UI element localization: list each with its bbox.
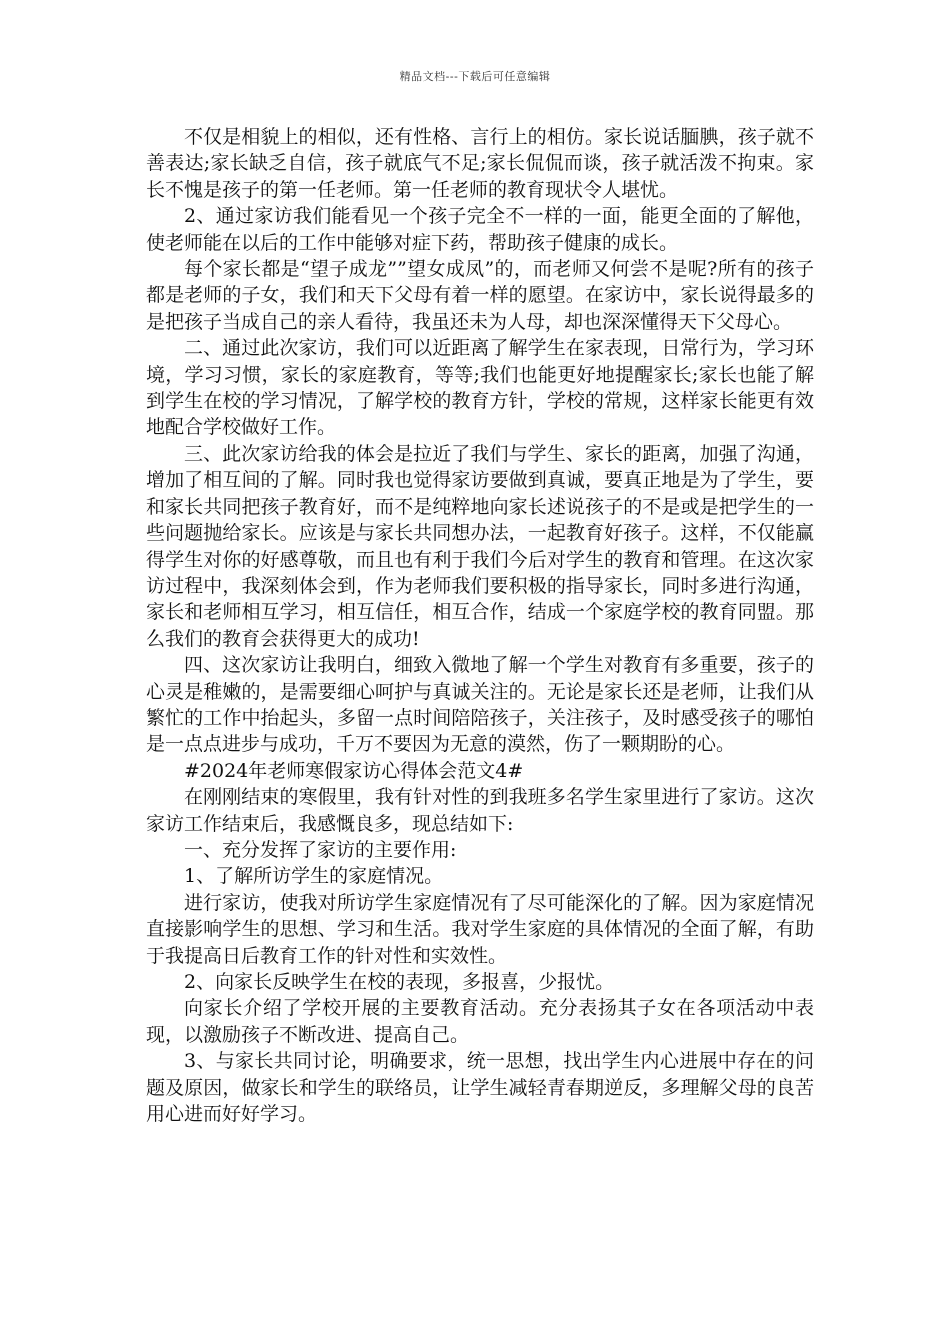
document-body xyxy=(146,124,814,1127)
paragraph: 在刚刚结束的寒假里，我有针对性的到我班多名学生家里进行了家访。这次家访工作结束后，我感慨良多，现总结如下: xyxy=(146,786,814,835)
paragraph: 2、向家长反映学生在校的表现，多报喜，少报忧。 xyxy=(184,971,615,993)
paragraph: 1、了解所访学生的家庭情况。 xyxy=(184,865,444,888)
paragraph: 3、与家长共同讨论，明确要求，统一思想，找出学生内心进展中存在的问题及原因，做家长和学生的联络员，让学生减轻青春期逆反，多理解父母的良苦用心进而好好学习。 xyxy=(146,1050,814,1126)
paragraph: 进行家访，使我对所访学生家庭情况有了尽可能深化的了解。因为家庭情况直接影响学生的思想、学习和生活。我对学生家庭的具体情况的全面了解，有助于我提高日后教育工作的针对性和实效性。 xyxy=(146,891,814,967)
paragraph: 不仅是相貌上的相似，还有性格、言行上的相仿。家长说话腼腆，孩子就不善表达;家长缺乏自信，孩子就底气不足;家长侃侃而谈，孩子就活泼不拘束。家长不愧是孩子的第一任老师。第一任老师的教育现状令人堪忧。 xyxy=(146,126,814,201)
paragraph: 三、此次家访给我的体会是拉近了我们与学生、家长的距离，加强了沟通，增加了相互间的了解。同时我也觉得家访要做到真诚，要真正地是为了学生，要和家长共同把孩子教育好，而不是纯粹地向家长述说孩子的不是或是把学生的一些问题抛给家长。应该是与家长共同想办法，一起教育好孩子。这样，不仅能赢得学生对你的好感尊敬，而且也有利于我们今后对学生的教育和管理。在这次家访过程中，我深刻体会到，作为老师我们要积极的指导家长，同时多进行沟通，家长和老师相互学习，相互信任，相互合作，结成一个家庭学校的教育同盟。那么我们的教育会获得更大的成功! xyxy=(146,442,814,650)
paragraph: 2、通过家访我们能看见一个孩子完全不一样的一面，能更全面的了解他，使老师能在以后的工作中能够对症下药，帮助孩子健康的成长。 xyxy=(146,205,814,254)
paragraph: 二、通过此次家访，我们可以近距离了解学生在家表现，日常行为，学习环境，学习习惯，家长的家庭教育，等等;我们也能更好地提醒家长;家长也能了解到学生在校的学习情况，了解学校的教育方针，学校的常规，这样家长能更有效地配合学校做好工作。 xyxy=(146,337,814,439)
paragraph: 每个家长都是“望子成龙””望女成凤”的，而老师又何尝不是呢?所有的孩子都是老师的子女，我们和天下父母有着一样的愿望。在家访中，家长说得最多的是把孩子当成自己的亲人看待，我虽还未为人母，却也深深懂得天下父母心。 xyxy=(146,258,814,333)
paragraph: 四、这次家访让我明白，细致入微地了解一个学生对教育有多重要，孩子的心灵是稚嫩的，是需要细心呵护与真诚关注的。无论是家长还是老师，让我们从繁忙的工作中抬起头，多留一点时间陪陪孩子，关注孩子，及时感受孩子的哪怕是一点点进步与成功，千万不要因为无意的漠然，伤了一颗期盼的心。 xyxy=(146,654,814,756)
section-heading: #2024年老师寒假家访心得体会范文4# xyxy=(184,759,524,782)
paragraph: 一、充分发挥了家访的主要作用: xyxy=(184,838,457,861)
page-header: 精品文档---下载后可任意编辑 xyxy=(399,70,551,83)
paragraph: 向家长介绍了学校开展的主要教育活动。充分表扬其子女在各项活动中表现，以激励孩子不断改进、提高自己。 xyxy=(146,997,814,1046)
